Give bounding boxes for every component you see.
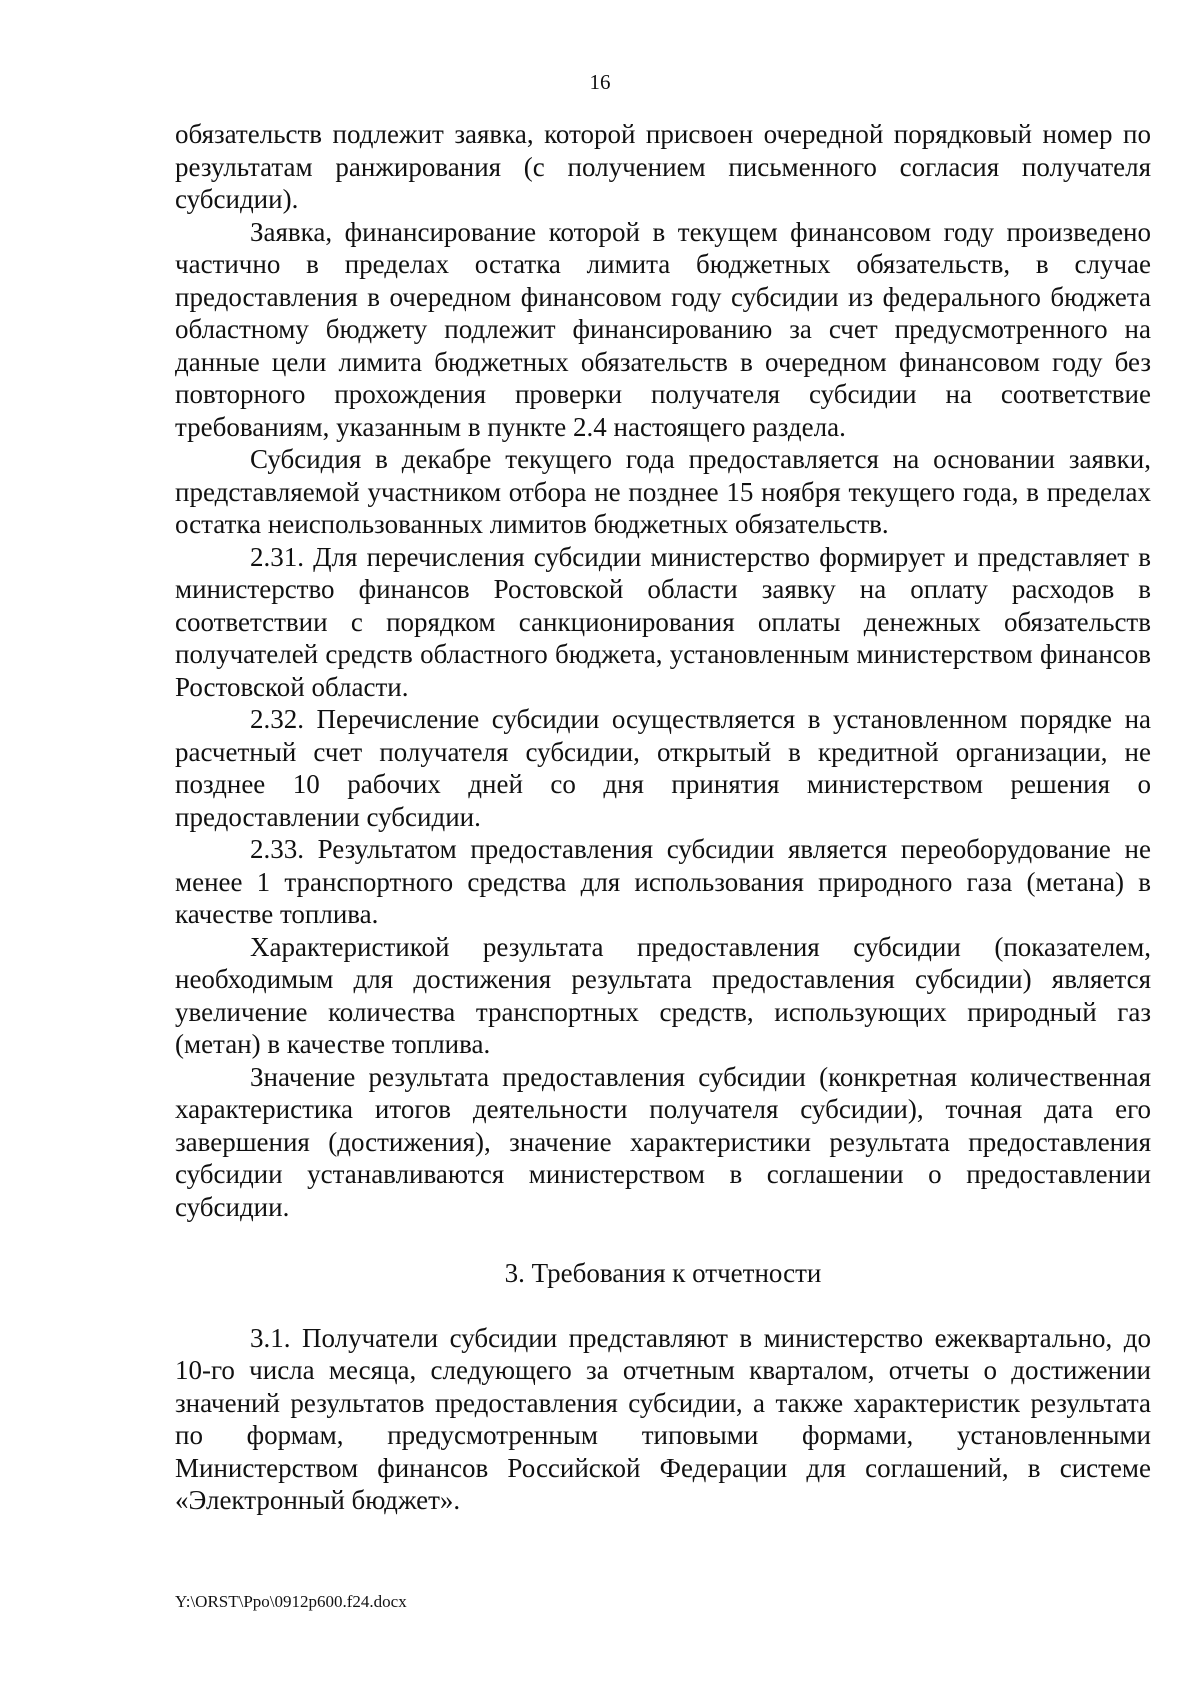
paragraph: Характеристикой результата предоставления субсидии (показателем, необходимым для достижения результата предоставления субсидии) является увеличение количества транспортных средств, использующих природный газ (метан) в качестве топлива. xyxy=(175,931,1151,1059)
paragraph: Заявка, финансирование которой в текущем финансовом году произведено частично в пределах остатка лимита бюджетных обязательств, в случае предоставления в очередном финансовом году субсидии из федерального бюджета областному бюджету подлежит финансированию за счет предусмотренного на данные цели лимита бюджетных обязательств в очередном финансовом году без повторного прохождения проверки получателя субсидии на соответствие требованиям, указанным в пункте 2.4 настоящего раздела. xyxy=(175,216,1151,442)
page-number: 16 xyxy=(589,70,611,94)
paragraph-continuation: обязательств подлежит заявка, которой присвоен очередной порядковый номер по результатам ранжирования (с получением письменного согласия получателя субсидии). xyxy=(175,119,1151,214)
document-body xyxy=(175,118,1151,1517)
section-heading: 3. Требования к отчетности xyxy=(504,1258,822,1288)
paragraph-3-1: 3.1. Получатели субсидии представляют в министерство ежеквартально, до 10-го числа месяца, следующего за отчетным кварталом, отчеты о достижении значений результатов предоставления субсидии, а также характеристик результата по формам, предусмотренным типовыми формами, установленными Министерством финансов Российской Федерации для соглашений, в системе «Электронный бюджет». xyxy=(175,1322,1151,1515)
paragraph-2-33: 2.33. Результатом предоставления субсидии является переоборудование не менее 1 транспортного средства для использования природного газа (метана) в качестве топлива. xyxy=(175,834,1151,929)
footer-file-path: Y:\ORST\Ppo\0912p600.f24.docx xyxy=(175,1592,407,1611)
paragraph-2-32: 2.32. Перечисление субсидии осуществляется в установленном порядке на расчетный счет получателя субсидии, открытый в кредитной организации, не позднее 10 рабочих дней со дня принятия министерством решения о предоставлении субсидии. xyxy=(175,704,1151,832)
paragraph-2-31: 2.31. Для перечисления субсидии министерство формирует и представляет в министерство финансов Ростовской области заявку на оплату расходов в соответствии с порядком санкционирования оплаты денежных обязательств получателей средств областного бюджета, установленным министерством финансов Ростовской области. xyxy=(175,541,1151,702)
paragraph: Субсидия в декабре текущего года предоставляется на основании заявки, представляемой участником отбора не позднее 15 ноября текущего года, в пределах остатка неиспользованных лимитов бюджетных обязательств. xyxy=(175,444,1151,539)
paragraph: Значение результата предоставления субсидии (конкретная количественная характеристика итогов деятельности получателя субсидии), точная дата его завершения (достижения), значение характеристики результата предоставления субсидии устанавливаются министерством в соглашении о предоставлении субсидии. xyxy=(175,1061,1151,1222)
